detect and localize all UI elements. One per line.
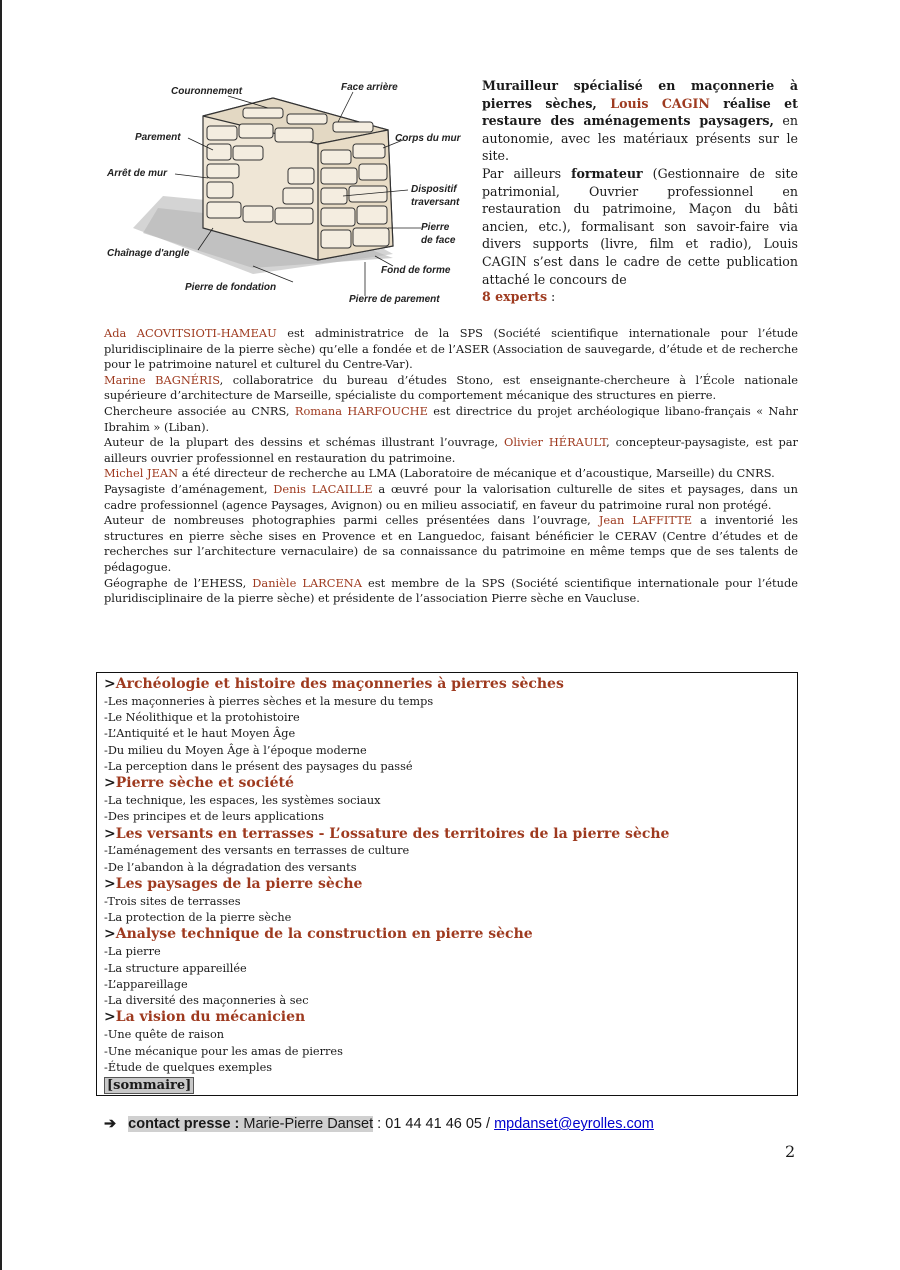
expert-entry: Ada ACOVITSIOTI-HAMEAU est administratrice de la SPS (Société scientifique internationale pour l’étude pluridisciplinaire de la pierre sèche) qu’elle a fondée et de l’ASER (Association de sauvegarde, d’étude et de recherche pour le patrimoine naturel et culturel du Centre-Var).: [104, 326, 799, 372]
page-left-border: [0, 0, 2, 1270]
intro-lead-end: réalise et restaure des aménagements paysagers,: [482, 95, 799, 129]
label-traversant: traversant: [411, 197, 460, 208]
contact-highlight: [128, 1116, 373, 1132]
toc-item: -Une mécanique pour les amas de pierres: [104, 1044, 343, 1058]
contact-label: contact presse :: [128, 1116, 240, 1132]
sommaire-link[interactable]: [sommaire]: [104, 1077, 194, 1094]
toc-section-title[interactable]: >Les versants en terrasses - L’ossature des territoires de la pierre sèche: [104, 825, 670, 842]
expert-name: Marine BAGNÉRIS: [104, 372, 220, 387]
intro-text: [482, 77, 798, 306]
label-de-face: de face: [421, 235, 456, 246]
label-dispositif: Dispositif: [411, 184, 457, 195]
label-face-arriere: Face arrière: [341, 82, 398, 93]
toc-section-title[interactable]: >Pierre sèche et société: [104, 775, 294, 792]
expert-name: Michel JEAN: [104, 466, 179, 481]
wall-illustration: [103, 78, 473, 314]
experts-list: [104, 326, 798, 607]
toc-item: -La structure appareillée: [104, 961, 247, 975]
expert-entry: Marine BAGNÉRIS, collaboratrice du bureau d’études Stono, est enseignante-chercheure à l’École nationale supérieure d’architecture de Marseille, spécialiste du comportement mécanique des structures en pierre.: [104, 372, 798, 403]
toc-section-title[interactable]: >La vision du mécanicien: [104, 1009, 306, 1026]
press-contact: [104, 1116, 804, 1132]
toc-item: -La pierre: [104, 945, 161, 959]
expert-name: Danièle LARCENA: [252, 575, 362, 590]
toc-item: -Étude de quelques exemples: [104, 1060, 273, 1074]
label-chainage: Chaînage d'angle: [107, 248, 190, 259]
experts-count: 8 experts: [482, 289, 548, 305]
page-number: 2: [785, 1142, 796, 1161]
expert-entry: Auteur de nombreuses photographies parmi celles présentées dans l’ouvrage, Jean LAFFITTE a inventorié les structures en pierre sèche sises en Provence et en Languedoc, faisant bénéficier le CERAV (Centre d’études et de recherches sur l’architecture vernaculaire) de sa connaissance du patrimoine en même temps que de ses talents de pédagogue.: [104, 513, 799, 574]
expert-name: Denis LACAILLE: [273, 481, 373, 496]
toc-item: -Une quête de raison: [104, 1028, 225, 1042]
toc-section-title[interactable]: >Archéologie et histoire des maçonneries à pierres sèches: [104, 676, 564, 692]
label-corps-du-mur: Corps du mur: [395, 133, 461, 144]
author-name: Louis CAGIN: [610, 95, 710, 111]
expert-entry: Michel JEAN a été directeur de recherche au LMA (Laboratoire de mécanique et d’acoustique, Marseille) du CNRS.: [104, 466, 775, 481]
label-parement: Parement: [135, 132, 181, 143]
label-pierre-fondation: Pierre de fondation: [185, 282, 277, 293]
toc-item: -La protection de la pierre sèche: [104, 911, 292, 925]
intro-p2-start: Par ailleurs: [482, 165, 572, 181]
intro-p2-body: (Gestionnaire de site patrimonial, Ouvrier professionnel en restauration du patrimoine, Maçon du bâti ancien, etc.), formalisant son savoir-faire via divers supports (livre, film et radio), Louis CAGIN s’est dans le cadre de cette publication attaché le concours de: [482, 165, 798, 287]
expert-name: Jean LAFFITTE: [598, 513, 693, 528]
expert-entry: Auteur de la plupart des dessins et schémas illustrant l’ouvrage, Olivier HÉRAULT, concepteur-paysagiste, est par ailleurs ouvrier professionnel en restauration du patrimoine.: [104, 435, 799, 465]
arrow-right-icon: ➔: [104, 1116, 117, 1132]
toc-item: -Du milieu du Moyen Âge à l’époque moderne: [104, 743, 367, 757]
toc-item: -La perception dans le présent des paysages du passé: [104, 759, 413, 773]
label-fond-de-forme: Fond de forme: [381, 265, 451, 276]
contact-phone: : 01 44 41 46 05 /: [373, 1116, 495, 1132]
expert-name: Ada ACOVITSIOTI-HAMEAU: [104, 326, 277, 340]
toc-item: -Trois sites de terrasses: [104, 894, 241, 908]
expert-name: Romana HARFOUCHE: [294, 403, 428, 418]
toc-item: -Des principes et de leurs applications: [104, 810, 324, 824]
expert-name: Olivier HÉRAULT: [504, 435, 607, 450]
expert-entry: Chercheure associée au CNRS, Romana HARFOUCHE est directrice du projet archéologique libano-français « Nahr Ibrahim » (Liban).: [104, 403, 798, 434]
expert-entry: Géographe de l’EHESS, Danièle LARCENA est membre de la SPS (Société scientifique internationale pour l’étude pluridisciplinaire de la pierre sèche) et présidente de l’association Pierre sèche en Vaucluse.: [104, 575, 798, 606]
toc-section-title[interactable]: >Analyse technique de la construction en pierre sèche: [104, 926, 533, 943]
label-arret-de-mur: Arrêt de mur: [107, 168, 168, 179]
contact-email-link[interactable]: mpdanset@eyrolles.com: [494, 1116, 654, 1132]
label-pierre-parement: Pierre de parement: [349, 294, 440, 305]
toc-item: -De l’abandon à la dégradation des versants: [104, 860, 357, 874]
contact-name: Marie-Pierre Danset: [239, 1116, 374, 1132]
dry-stone-wall-diagram: [103, 78, 473, 314]
intro-formateur: formateur: [571, 165, 643, 181]
intro-p2-end: :: [547, 289, 556, 305]
label-pierre: Pierre: [421, 222, 450, 233]
toc-section-title[interactable]: >Les paysages de la pierre sèche: [104, 876, 363, 893]
toc-item: -Le Néolithique et la protohistoire: [104, 711, 300, 725]
toc-item: -Les maçonneries à pierres sèches et la mesure du temps: [104, 694, 434, 708]
toc-item: -La technique, les espaces, les systèmes sociaux: [104, 794, 381, 808]
toc-item: -L’appareillage: [104, 977, 188, 991]
intro-detail: en autonomie, avec les matériaux présents sur le site.: [482, 113, 798, 164]
toc-item: -L’Antiquité et le haut Moyen Âge: [104, 727, 296, 741]
toc-item: -L’aménagement des versants en terrasses de culture: [104, 844, 410, 858]
label-couronnement: Couronnement: [171, 86, 243, 97]
expert-entry: Paysagiste d’aménagement, Denis LACAILLE a œuvré pour la valorisation culturelle de sites et paysages, dans un cadre professionnel (agence Paysages, Avignon) ou en milieu associatif, en faveur du patrimoine rural non protégé.: [104, 481, 798, 512]
toc-item: -La diversité des maçonneries à sec: [104, 994, 309, 1008]
table-of-contents: [96, 672, 798, 1096]
intro-lead: Murailleur spécialisé en maçonnerie à pierres sèches,: [482, 78, 798, 111]
